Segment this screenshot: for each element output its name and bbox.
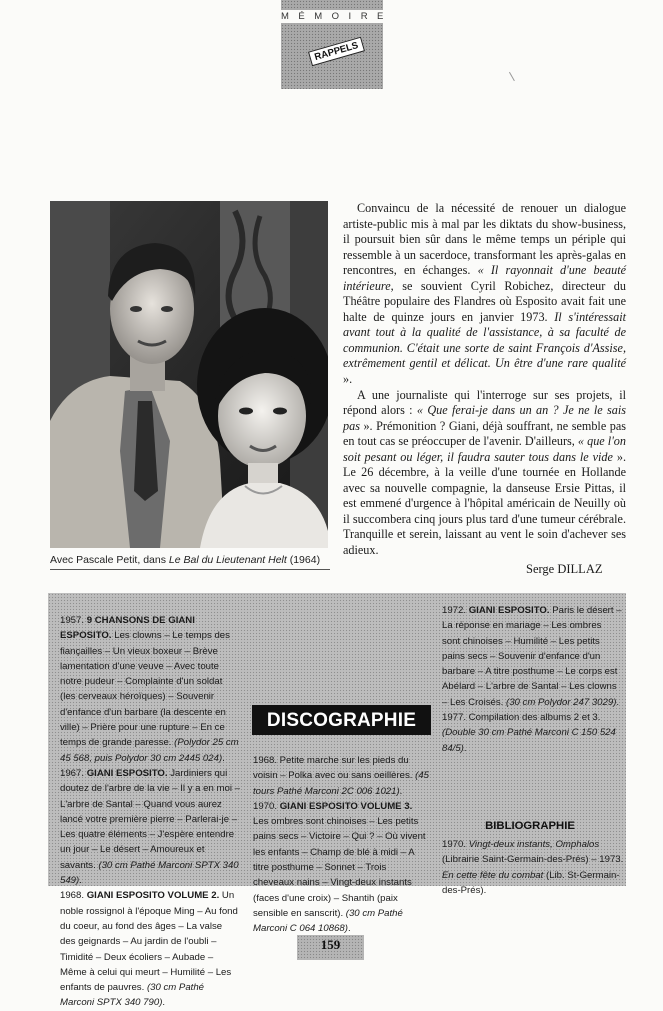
caption-film-title: Le Bal du Lieutenant Helt (168, 554, 287, 566)
bibliography-entry (442, 837, 624, 898)
discography-entry (442, 710, 622, 756)
section-title: MÉMOIRE (281, 11, 393, 22)
entry-reference: (Double 30 cm Pathé Marconi C 150 524 84/5) (442, 727, 616, 754)
entry-year: 1977. (442, 712, 467, 724)
entry-reference: (45 tours Pathé Marconi 2C 006 1021) (253, 770, 429, 797)
entry-reference: (30 cm Pathé Marconi SPTX 340 549) (60, 859, 239, 887)
entry-text: Paris le désert – La réponse en mariage – Les ombres sont chinoises – Humilité – Les petits pains secs – Souvenir d'enfance d'un barbare – A titre posthume – Le corps est Abélard – L'arbre de Santal – Les clowns – Les Croisés. (442, 605, 622, 708)
article-paragraph (343, 201, 626, 388)
entry-text: (Lib. St-Germain-des-Prés). (442, 869, 620, 896)
entry-year: 1968. (60, 890, 87, 902)
entry-reference: (Polydor 25 cm 45 568, puis Polydor 30 cm 2445 024) (60, 737, 239, 764)
entry-text: Petite marche sur les pieds du voisin – Polka avec ou sans oeillères. (253, 755, 416, 782)
bibliography-heading: BIBLIOGRAPHIE (485, 820, 575, 832)
photo-caption (50, 554, 330, 570)
entry-year: 1970. (442, 839, 469, 850)
entry-end: . (399, 785, 403, 797)
scan-mark (509, 69, 520, 81)
article-text: se souvient Cyril Robichez, directeur du Théâtre populaire des Flandres où Esposito avait fait une halte de quinze jours en janvier 1973. (343, 278, 626, 324)
entry-end: . (79, 875, 82, 887)
article-quote: « que l'on soit pesant ou léger, il faudra sauter tous dans le vide (343, 434, 626, 464)
caption-suffix: (1964) (286, 554, 321, 566)
page-number: 159 (320, 937, 341, 952)
entry-end: . (222, 752, 225, 764)
entry-text: (Librairie Saint-Germain-des-Prés) – 1973. (442, 854, 624, 866)
article-body (343, 201, 626, 559)
discography-column-3 (442, 603, 622, 756)
entry-title: GIANI ESPOSITO VOLUME 3. (279, 800, 413, 812)
entry-text: Les clowns – Le temps des fiançailles – Un vieux boxeur – Brève lamentation d'une veuve – Avec toute notre pudeur – Complainte d'un soldat (les cerveaux héroïques) – Souvenir d'enfance d'un barbare (la descente en ville) – Prière pour une rupture – En ce temps de grande paresse. (60, 630, 230, 749)
discography-entry (60, 766, 240, 888)
discography-heading: DISCOGRAPHIE (252, 705, 431, 735)
discography-entry (60, 613, 240, 766)
entry-text: Compilation des albums 2 et 3. (466, 712, 601, 724)
article-quote: « Que ferai-je dans un an ? Je ne le sais pas (343, 403, 626, 433)
article-photo (50, 201, 328, 548)
entry-reference: (30 cm Polydor 247 3029) (506, 696, 617, 708)
entry-end: . (463, 742, 467, 754)
entry-end: . (347, 923, 351, 935)
discography-entry (442, 603, 622, 710)
article-text: ». Prémonition ? Giani, déjà souffrant, ne semble pas en tout cas se préoccuper de l'avenir. D'ailleurs, (343, 418, 626, 449)
entry-year: 1972. (442, 605, 469, 616)
entry-title: 9 CHANSONS DE GIANI ESPOSITO. (60, 615, 195, 642)
article-quote: Il s'intéressait avant tout à la qualité de l'assistance, à sa faculté de communion. C'était une sorte de saint François d'Assise, extrêmement gentil et délicat. Un être d'une rare qualité (343, 309, 627, 371)
discography-entry (253, 799, 430, 937)
book-title: Vingt-deux instants, Omphalos (468, 839, 600, 850)
entry-year: 1970. (253, 800, 280, 812)
entry-end: . (616, 696, 620, 708)
entry-title: GIANI ESPOSITO. (468, 605, 550, 616)
discography-entry (253, 753, 430, 799)
entry-year: 1957. (60, 615, 87, 626)
caption-prefix: Avec Pascale Petit, dans (50, 554, 169, 566)
discography-column-1 (60, 613, 240, 1011)
entry-text: Jardiniers qui doutez de l'arbre de la vie – Il y a en moi – L'arbre de Santal – Quand vous aurez lancé votre première pierre – Parlerai-je – Les quatre éléments – J'espère entendre un jour – Le désert – Amoureux et savants. (60, 767, 240, 871)
entry-reference: (30 cm Pathé Marconi SPTX 340 790) (60, 982, 204, 1009)
entry-year: 1968. (253, 755, 278, 766)
discography-column-2 (253, 603, 430, 937)
entry-reference: (30 cm Pathé Marconi C 064 10868) (253, 907, 403, 935)
article-author: Serge DILLAZ (526, 562, 603, 576)
article-text: ». Le 26 décembre, à la veille d'une tournée en Hollande avec sa nouvelle compagnie, la danseuse Ersie Pittas, il est emmené d'urgence à l'hôpital américain de Neuilly où il succombera cinq jours plus tard d'une tumeur cérébrale. Tranquille et serein, laissant au vent le soin d'achever ses adieux. (343, 449, 626, 558)
entry-text: Un noble rossignol à l'époque Ming – Au fond du coeur, au fond des âges – La valse des geignards – Au jardin de l'oubli – Timidité – Deux écoliers – Aubade – Même à celui qui meurt – Humilité – Les enfants de pauvres. (60, 890, 238, 994)
article-text: ». (343, 372, 353, 387)
book-title: En cette fête du combat (442, 869, 544, 881)
entry-title: GIANI ESPOSITO. (86, 767, 168, 779)
article-quote: « Il rayonnait d'une beauté intérieure, (343, 263, 627, 293)
article-text: A une journaliste qui l'interroge sur ses projets, il répond alors : (343, 387, 626, 418)
section-rubric (281, 0, 393, 89)
entry-year: 1967. (60, 767, 87, 779)
entry-end: . (162, 997, 166, 1009)
section-badge: RAPPELS (308, 37, 365, 67)
entry-title: GIANI ESPOSITO VOLUME 2. (86, 890, 220, 902)
article-text: Convaincu de la nécessité de renouer un dialogue artiste-public mis à mal par les diktats du show-business, il poursuit bien sûr dans le même temps un périple qui ressemble à un sacerdoce, transformant les après-galas en rencontres, en échanges. (343, 201, 626, 278)
discography-entry (60, 888, 240, 1010)
article-paragraph (343, 388, 626, 559)
entry-text: Les ombres sont chinoises – Les petits pains secs – Victoire – Qui ? – Où vivent les enfants – Champ de blé à midi – A titre posthume – Sonnet – Trois cheveaux nains – Vingt-deux instants (faces d'une croix) – Shantih (paix sensible en sanscrit). (253, 816, 426, 919)
